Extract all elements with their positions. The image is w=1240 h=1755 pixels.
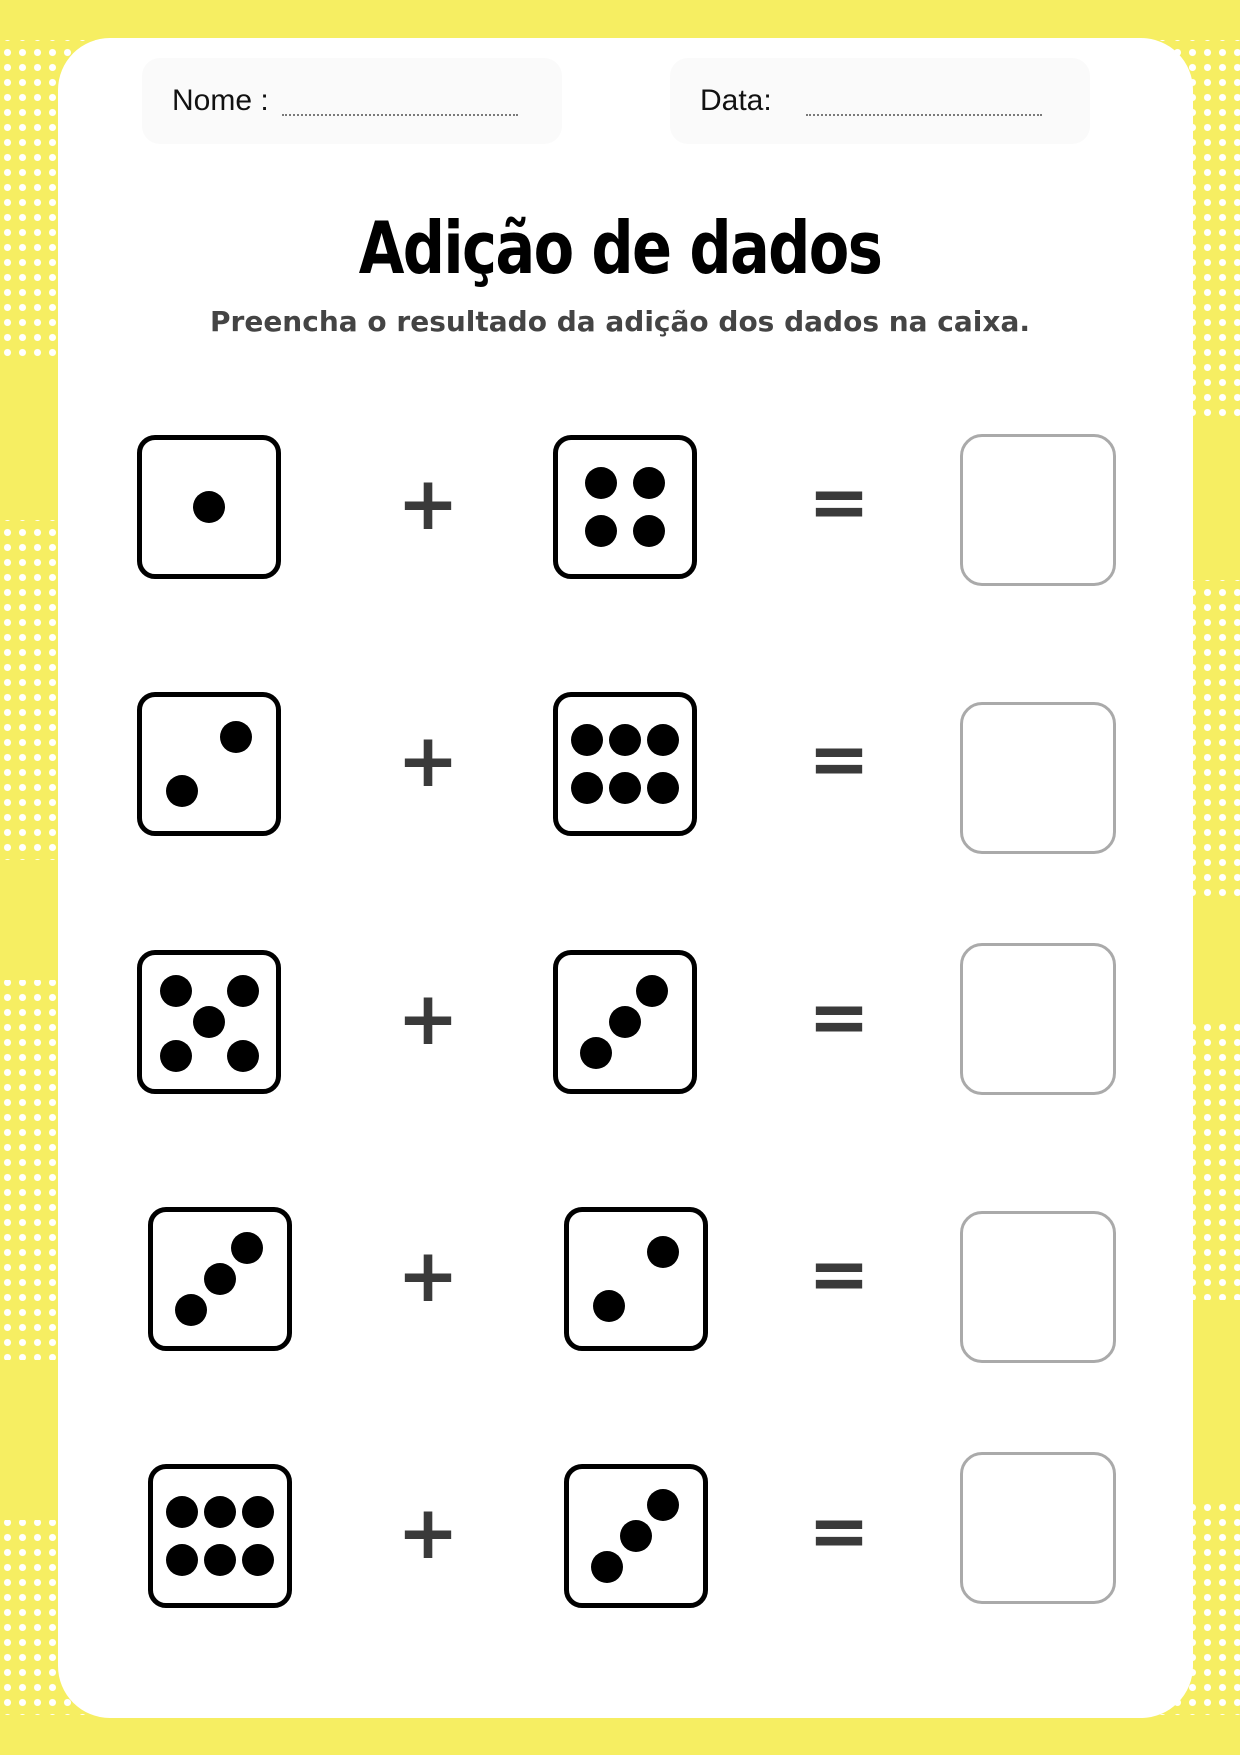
plus-sign: + [397, 718, 460, 804]
date-line[interactable] [806, 114, 1042, 116]
die-pip [609, 772, 641, 804]
die-pip [227, 975, 259, 1007]
die-pip [620, 1520, 652, 1552]
equals-sign: = [808, 459, 871, 545]
die-right [564, 1207, 708, 1351]
die-pip [160, 975, 192, 1007]
die-pip [647, 724, 679, 756]
plus-sign: + [397, 461, 460, 547]
die-pip [647, 1236, 679, 1268]
die-pip [204, 1496, 236, 1528]
die-left [137, 692, 281, 836]
die-pip [160, 1040, 192, 1072]
die-pip [231, 1232, 263, 1264]
equals-sign: = [808, 1488, 871, 1574]
name-line[interactable] [282, 114, 518, 116]
die-pip [227, 1040, 259, 1072]
die-pip [242, 1496, 274, 1528]
die-pip [166, 1496, 198, 1528]
name-field[interactable] [142, 58, 562, 144]
die-pip [585, 467, 617, 499]
die-right [553, 435, 697, 579]
die-pip [580, 1037, 612, 1069]
answer-box[interactable] [960, 1452, 1116, 1604]
page-title: Adição de dados [358, 206, 882, 290]
die-pip [609, 1006, 641, 1038]
die-pip [633, 467, 665, 499]
die-pip [571, 724, 603, 756]
answer-box[interactable] [960, 943, 1116, 1095]
background-stripe [1190, 1300, 1240, 1500]
die-pip [609, 724, 641, 756]
die-pip [220, 721, 252, 753]
die-pip [204, 1263, 236, 1295]
die-pip [593, 1290, 625, 1322]
background-stripe [0, 860, 60, 980]
plus-sign: + [397, 976, 460, 1062]
background-stripe [0, 1360, 60, 1520]
die-right [553, 692, 697, 836]
answer-box[interactable] [960, 434, 1116, 586]
die-pip [166, 1544, 198, 1576]
date-label: Data: [700, 84, 772, 117]
die-pip [591, 1551, 623, 1583]
equals-sign: = [808, 974, 871, 1060]
die-pip [647, 772, 679, 804]
plus-sign: + [397, 1490, 460, 1576]
die-pip [636, 975, 668, 1007]
die-right [564, 1464, 708, 1608]
die-pip [647, 1489, 679, 1521]
die-left [137, 950, 281, 1094]
die-pip [242, 1544, 274, 1576]
die-pip [175, 1294, 207, 1326]
die-pip [585, 515, 617, 547]
background-stripe [0, 1715, 1240, 1755]
answer-box[interactable] [960, 702, 1116, 854]
answer-box[interactable] [960, 1211, 1116, 1363]
equals-sign: = [808, 716, 871, 802]
page-subtitle: Preencha o resultado da adição dos dados na caixa. [210, 305, 1030, 338]
die-pip [633, 515, 665, 547]
date-field[interactable] [670, 58, 1090, 144]
die-left [148, 1207, 292, 1351]
background-stripe [0, 360, 60, 520]
background-stripe [0, 0, 1240, 40]
die-left [148, 1464, 292, 1608]
die-left [137, 435, 281, 579]
name-label: Nome : [172, 84, 269, 117]
plus-sign: + [397, 1233, 460, 1319]
die-pip [193, 1006, 225, 1038]
die-pip [166, 775, 198, 807]
die-pip [204, 1544, 236, 1576]
equals-sign: = [808, 1231, 871, 1317]
die-right [553, 950, 697, 1094]
die-pip [193, 491, 225, 523]
background-stripe [1190, 420, 1240, 580]
die-pip [571, 772, 603, 804]
background-stripe [1190, 900, 1240, 1020]
